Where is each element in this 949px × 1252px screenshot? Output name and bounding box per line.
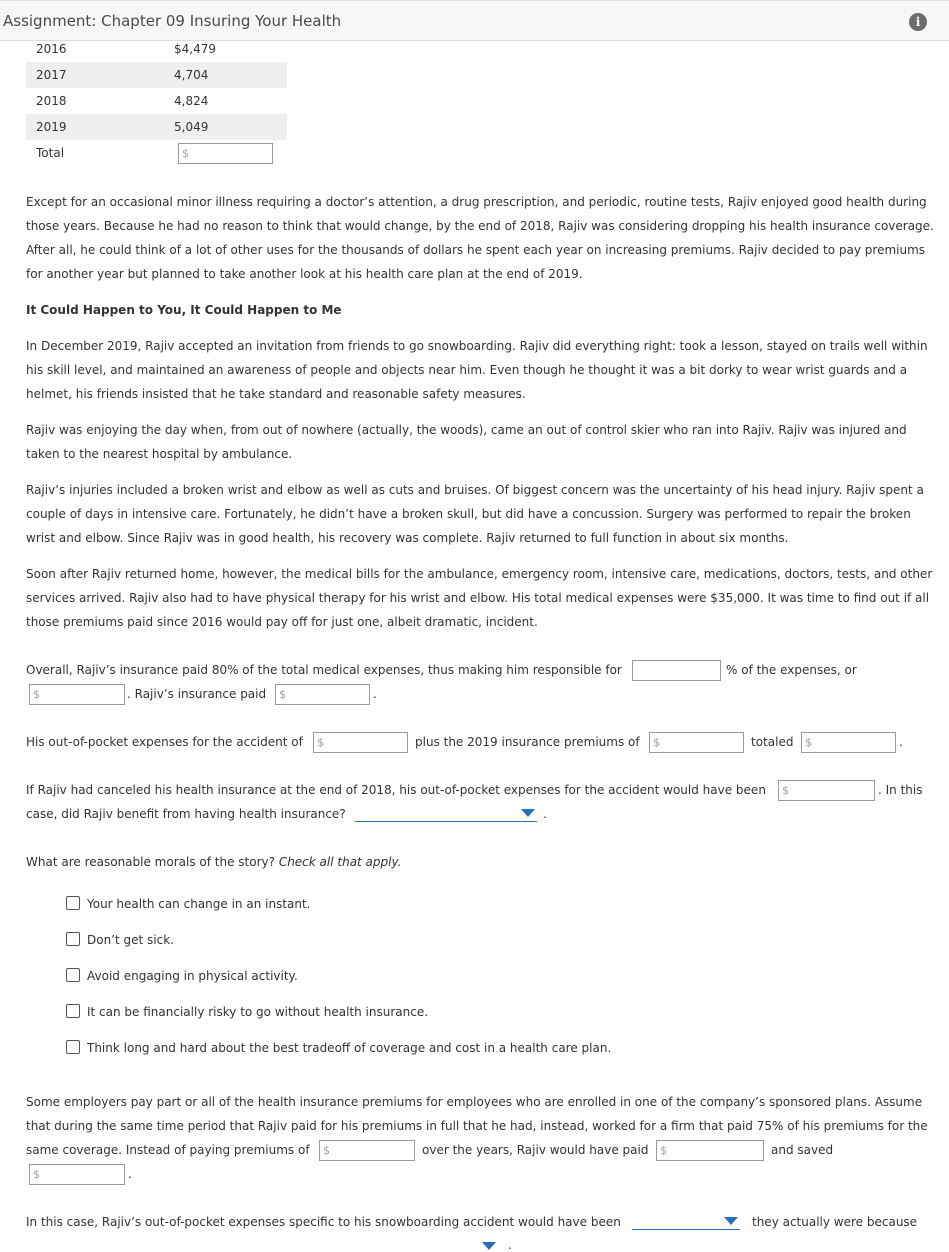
chevron-down-icon [724,1217,738,1225]
moral-option-label: It can be financially risky to go without health insurance. [87,1005,429,1019]
q1-text: % of the expenses, or [726,663,857,677]
employer-text: . [128,1167,132,1181]
responsible-percent-input[interactable] [632,660,721,681]
q3-text: . In this [878,783,923,797]
total-premiums-input[interactable] [178,143,273,164]
moral-option-label: Don’t get sick. [87,933,174,947]
full-premiums-input[interactable] [319,1140,415,1161]
total-label: Total [36,146,65,160]
amount-cell: 4,704 [174,68,209,82]
final-text: In this case, Rajiv’s out-of-pocket expenses specific to his snowboarding accident would have been [26,1215,621,1229]
dollar-sign: $ [660,1144,667,1157]
q3-text: If Rajiv had canceled his health insurance at the end of 2018, his out-of-pocket expenses for the accident would have been [26,783,766,797]
paragraph-medical-bills: Soon after Rajiv returned home, however, the medical bills for the ambulance, emergency room, intensive care, medications, doctors, tests, and other services arrived. Rajiv also had to have physical therapy for his wrist and elbow. His total medical expenses were $35,000. It was time to find out if all those premiums paid since 2016 would pay off for just one, albeit dramatic, incident. [26,567,933,629]
benefit-dropdown[interactable] [355,804,537,822]
amount-cell: $4,479 [174,42,216,56]
year-cell: 2016 [36,42,67,56]
q2-text: plus the 2019 insurance premiums of [415,735,640,749]
premiums-2019-input[interactable] [649,732,744,753]
assignment-header [0,0,949,41]
employer-text: over the years, Rajiv would have paid [422,1143,649,1157]
dollar-sign: $ [317,736,324,749]
year-cell: 2018 [36,94,67,108]
moral-option-label: Avoid engaging in physical activity. [87,969,298,983]
moral-checkbox[interactable] [66,896,80,910]
amount-cell: 5,049 [174,120,209,134]
savings-input[interactable] [29,1164,125,1185]
comparison-dropdown[interactable] [632,1212,740,1230]
dollar-sign: $ [33,1168,40,1181]
table-row [26,114,287,140]
table-row [26,62,287,88]
morals-instruction: Check all that apply. [278,855,402,869]
moral-checkbox[interactable] [66,1040,80,1054]
employer-text: Some employers pay part or all of the health insurance premiums for employees who are enrolled in one of the company’s sponsored plans. Assume [26,1095,923,1109]
reason-dropdown[interactable] [482,1242,496,1250]
insurance-paid-input[interactable] [275,684,370,705]
chevron-down-icon [521,809,535,817]
info-icon[interactable]: i [909,13,927,31]
q3-text: case, did Rajiv benefit from having health insurance? [26,807,346,821]
paragraph-accident: Rajiv was enjoying the day when, from out of nowhere (actually, the woods), came an out of control skier who ran into Rajiv. Rajiv was injured and taken to the nearest hospital by ambulance. [26,423,907,461]
final-text: they actually were because [752,1215,918,1229]
q1-text: . Rajiv’s insurance paid [127,687,267,701]
moral-checkbox[interactable] [66,1004,80,1018]
moral-option-label: Think long and hard about the best tradeoff of coverage and cost in a health care plan. [87,1041,612,1055]
moral-checkbox[interactable] [66,932,80,946]
paragraph-injuries: Rajiv’s injuries included a broken wrist and elbow as well as cuts and bruises. Of biggest concern was the uncertainty of his head injury. Rajiv spent a couple of days in intensive care. Fortunately, he didn’t have a broken skull, but did have a concussion. Surgery was performed to repair the broken wrist and elbow. Since Rajiv was in good health, his recovery was complete. Rajiv returned to full function in about six months. [26,483,924,545]
table-row [26,36,287,62]
amount-cell: 4,824 [174,94,209,108]
year-cell: 2017 [36,68,67,82]
employer-paid-premiums-input[interactable] [656,1140,764,1161]
section-heading: It Could Happen to You, It Could Happen to Me [26,303,342,317]
q2-text: totaled [751,735,794,749]
employer-text: that during the same time period that Rajiv paid for his premiums in full that he had, instead, worked for a firm that paid 75% of his premiums for the [26,1119,928,1133]
paragraph-snowboarding: In December 2019, Rajiv accepted an invitation from friends to go snowboarding. Rajiv did everything right: took a lesson, stayed on trails well within his skill level, and maintained an awareness of people and objects near him. Even though he thought it was a bit dorky to wear wrist guards and a helmet, his friends insisted that he take standard and reasonable safety measures. [26,339,928,401]
table-row [26,88,287,114]
morals-question [26,855,401,869]
dollar-sign: $ [182,147,189,160]
employer-text: and saved [771,1143,834,1157]
dollar-sign: $ [782,784,789,797]
dollar-sign: $ [653,736,660,749]
paragraph-health-history: Except for an occasional minor illness requiring a doctor’s attention, a drug prescription, and periodic, routine tests, Rajiv enjoyed good health during those years. Because he had no reason to think that would change, by the end of 2018, Rajiv was considering dropping his health insurance coverage. After all, he could think of a lot of other uses for the thousands of dollars he spent each year on increasing premiums. Rajiv decided to pay premiums for another year but planned to take another look at his health care plan at the end of 2019. [26,195,934,281]
q3-text: . [543,807,547,821]
responsible-amount-input[interactable] [29,684,125,705]
out-of-pocket-input[interactable] [313,732,408,753]
morals-question-text: What are reasonable morals of the story? [26,855,275,869]
dollar-sign: $ [33,688,40,701]
q1-text: . [373,687,377,701]
employer-text: same coverage. Instead of paying premiums of [26,1143,310,1157]
moral-option-label: Your health can change in an instant. [87,897,311,911]
dollar-sign: $ [805,736,812,749]
dollar-sign: $ [279,688,286,701]
final-text: . [508,1238,512,1252]
q2-text: . [899,735,903,749]
dollar-sign: $ [323,1144,330,1157]
year-cell: 2019 [36,120,67,134]
q1-text: Overall, Rajiv’s insurance paid 80% of the total medical expenses, thus making him responsible for [26,663,622,677]
page-title: Assignment: Chapter 09 Insuring Your Health [3,12,342,30]
total-out-of-pocket-input[interactable] [801,732,896,753]
q2-text: His out-of-pocket expenses for the accident of [26,735,303,749]
moral-checkbox[interactable] [66,968,80,982]
uninsured-expenses-input[interactable] [778,780,875,801]
